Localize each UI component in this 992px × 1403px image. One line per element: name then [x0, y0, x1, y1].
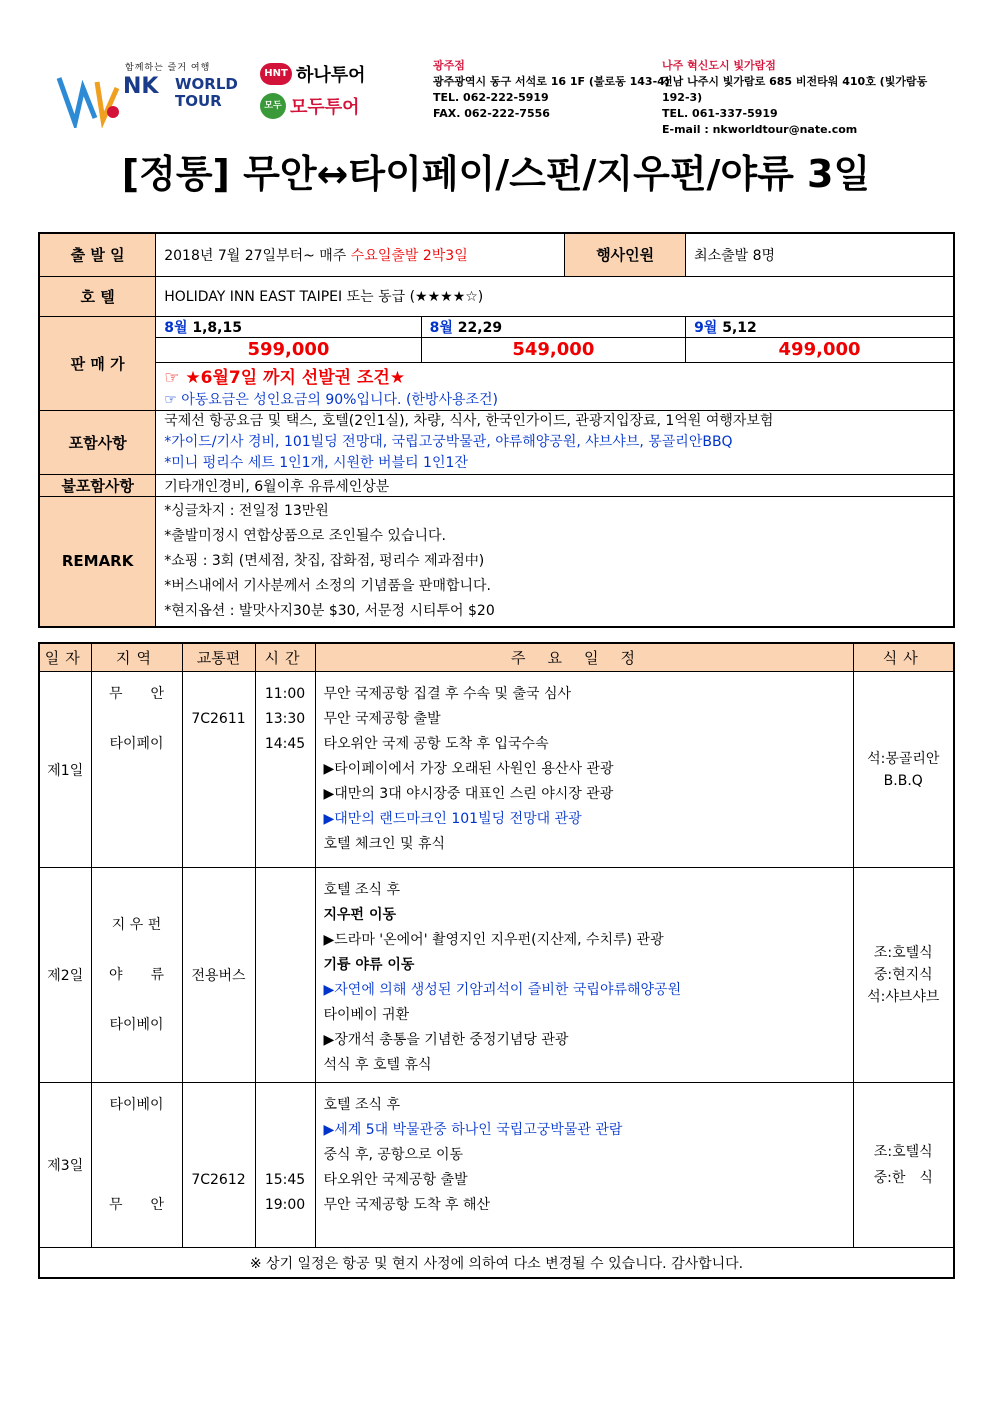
- info-table: [38, 232, 955, 628]
- remark-label: REMARK: [39, 497, 156, 627]
- partner-brands: [260, 58, 390, 122]
- day1-transport: 7C2611: [182, 672, 255, 868]
- early-bird-note: ☞ ★6월7일 까지 선발권 조건★: [156, 362, 954, 388]
- header: [55, 50, 935, 135]
- day3-meals: 조:호텔식 중:한 식: [853, 1083, 954, 1248]
- col-transport: 교통편: [182, 643, 255, 672]
- day2-itinerary: 호텔 조식 후 지우펀 이동 ▶드라마 '온에어' 촬영지인 지우펀(지산제, 수치루) 관광 기륭 야류 이동 ▶자연에 의해 생성된 기암괴석이 즐비한 국립야류해양공원 타이베이 귀환 ▶장개석 총통을 기념한 중정기념당 관광 석식 후 호텔 휴식: [315, 868, 853, 1083]
- modetour-brand: 모두 모두투어: [260, 90, 390, 122]
- day3-row: [39, 1083, 954, 1248]
- tagline: 함께하는 즐거 여행: [125, 63, 211, 73]
- people-label: 행사인원: [565, 233, 686, 276]
- hnt-badge: HNT: [260, 63, 292, 85]
- day1-meals: 석:몽골리안 B.B.Q: [853, 672, 954, 868]
- col-meal: 식사: [853, 643, 954, 672]
- logo-world-tour: WORLD TOUR: [175, 75, 238, 110]
- price-date-3: 9월 5,12: [686, 316, 954, 337]
- price-date-2: 8월 22,29: [421, 316, 685, 337]
- day1-label: 제1일: [39, 672, 91, 868]
- col-time: 시간: [255, 643, 315, 672]
- day2-region: 지 우 펀 야 류 타이베이: [91, 868, 182, 1083]
- col-day: 일자: [39, 643, 91, 672]
- day2-meals: 조:호텔식 중:현지식 석:샤브샤브: [853, 868, 954, 1083]
- hotel-value: HOLIDAY INN EAST TAIPEI 또는 동급 (★★★★☆): [156, 276, 954, 316]
- nk-logo-icon: [55, 68, 121, 128]
- price-label: 판 매 가: [39, 316, 156, 411]
- day3-transport: 7C2612: [182, 1083, 255, 1248]
- branch-gwangju: 광주점 광주광역시 동구 서석로 16 1F (불로동 143-4) TEL. 062-222-5919 FAX. 062-222-7556: [433, 59, 670, 120]
- people-value: 최소출발 8명: [686, 233, 954, 276]
- branch-naju: 나주 혁신도시 빛가람점 전남 나주시 빛가람로 685 비전타워 410호 (빛가람동 192-3) TEL. 061-337-5919 E-mail : nkworldtour@nate.com: [662, 59, 928, 136]
- day3-times: 15:45 19:00: [255, 1083, 315, 1248]
- logo-nk: NK: [123, 74, 159, 99]
- depart-label: 출 발 일: [39, 233, 156, 276]
- include-label: 포함사항: [39, 411, 156, 475]
- day3-itinerary: 호텔 조식 후 ▶세계 5대 박물관중 하나인 국립고궁박물관 관람 중식 후, 공항으로 이동 타오위안 국제공항 출발 무안 국제공항 도착 후 해산: [315, 1083, 853, 1248]
- remark-list: *싱글차지 : 전일정 13만원 *출발미정시 연합상품으로 조인될수 있습니다. *쇼핑 : 3회 (면세점, 찻집, 잡화점, 펑리수 제과점中) *버스내에서 기사분께서 소정의 기념품을 판매합니다. *현지옵션 : 발맛사지30분 $30, 서문정 시티투어 $20: [156, 497, 954, 627]
- nk-world-tour-logo: [55, 60, 245, 130]
- day1-times: 11:00 13:30 14:45: [255, 672, 315, 868]
- price-2: 549,000: [421, 337, 685, 362]
- price-1: 599,000: [156, 337, 421, 362]
- price-3: 499,000: [686, 337, 954, 362]
- include-list: 국제선 항공요금 및 택스, 호텔(2인1실), 차량, 식사, 한국인가이드, 관광지입장료, 1억원 여행자보험 *가이드/기사 경비, 101빌딩 전망대, 국립고궁박물관, 야류해양공원, 샤브샤브, 몽골리안BBQ *미니 펑리수 세트 1인1개, 시원한 버블티 1인1잔: [156, 411, 954, 475]
- page-title: [정통] 무안↔타이페이/스펀/지우펀/야류 3일: [121, 152, 871, 196]
- child-price-note: ☞ 아동요금은 성인요금의 90%입니다. (한방사용조건): [156, 388, 954, 411]
- col-region: 지역: [91, 643, 182, 672]
- exclude-label: 불포함사항: [39, 475, 156, 497]
- day1-region: 무 안 타이페이: [91, 672, 182, 868]
- day3-label: 제3일: [39, 1083, 91, 1248]
- day2-row: [39, 868, 954, 1083]
- hanatour-brand: HNT 하나투어: [260, 58, 390, 90]
- modetour-badge: 모두: [260, 93, 286, 119]
- day3-region: 타이베이 무 안: [91, 1083, 182, 1248]
- schedule-table: [38, 642, 955, 1279]
- day1-row: [39, 672, 954, 868]
- footer-note: ※ 상기 일정은 항공 및 현지 사정에 의하여 다소 변경될 수 있습니다. 감사합니다.: [39, 1248, 954, 1279]
- day1-itinerary: 무안 국제공항 집결 후 수속 및 출국 심사 무안 국제공항 출발 타오위안 국제 공항 도착 후 입국수속 ▶타이페이에서 가장 오래된 사원인 용산사 관광 ▶대만의 3대 야시장중 대표인 스린 야시장 관광 ▶대만의 랜드마크인 101빌딩 전망대 관광 호텔 체크인 및 휴식: [315, 672, 853, 868]
- depart-value: 2018년 7월 27일부터~ 매주 수요일출발 2박3일: [156, 233, 565, 276]
- hotel-label: 호 텔: [39, 276, 156, 316]
- exclude-value: 기타개인경비, 6월이후 유류세인상분: [156, 475, 954, 497]
- price-date-1: 8월 1,8,15: [156, 316, 421, 337]
- day2-transport: 전용버스: [182, 868, 255, 1083]
- day2-times: [255, 868, 315, 1083]
- col-itinerary: 주요일정: [315, 643, 853, 672]
- day2-label: 제2일: [39, 868, 91, 1083]
